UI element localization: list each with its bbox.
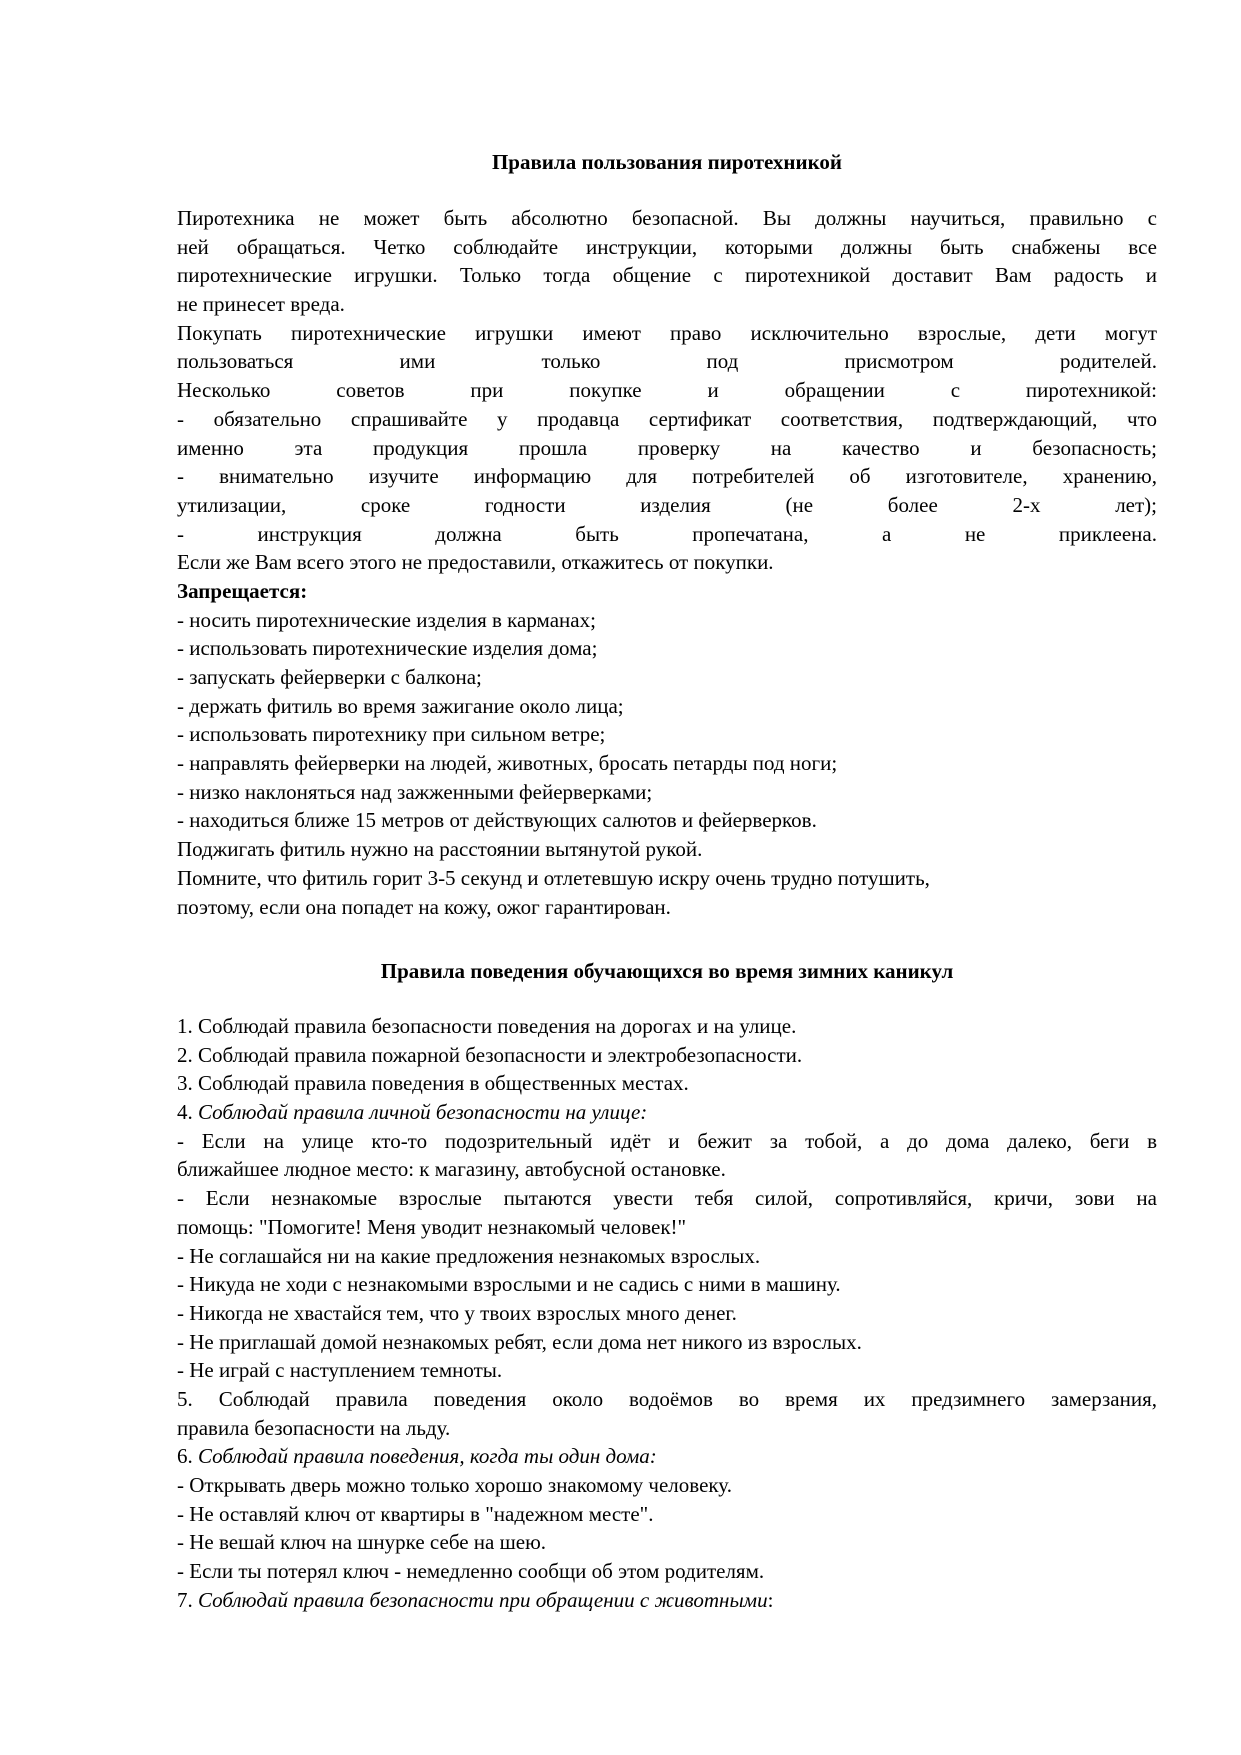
text-line: [177, 1586, 1157, 1615]
text-line: [177, 1069, 1157, 1098]
line-text: - Не оставляй ключ от квартиры в "надежном месте".: [177, 1501, 654, 1526]
text-line: [177, 1328, 1157, 1357]
text-line: [177, 1041, 1157, 1070]
text-line: [177, 204, 1157, 233]
line-text: пиротехнические игрушки. Только тогда общение с пиротехникой доставит Вам радость и: [177, 263, 1157, 288]
line-text: 5. Соблюдай правила поведения около водоёмов во время их предзимнего замерзания,: [177, 1386, 1157, 1411]
text-line: [177, 1356, 1157, 1385]
item-number: 4.: [177, 1100, 198, 1125]
text-line: [177, 606, 1157, 635]
text-line: [177, 462, 1157, 491]
line-text: - Не соглашайся ни на какие предложения незнакомых взрослых.: [177, 1243, 761, 1268]
italic-text: Соблюдай правила поведения, когда ты один дома:: [198, 1444, 657, 1469]
text-line: [177, 835, 1157, 864]
text-line: [177, 577, 1157, 606]
line-suffix: :: [767, 1587, 774, 1612]
winter-holiday-rules-text: [177, 1012, 1157, 1614]
line-text: ближайшее людное место: к магазину, автобусной остановке.: [177, 1157, 726, 1182]
text-line: [177, 434, 1157, 463]
line-text: Несколько советов при покупке и обращении с пиротехникой:: [177, 378, 1157, 403]
italic-text: Соблюдай правила безопасности при обращении с животными: [198, 1587, 768, 1612]
bold-heading: Запрещается:: [177, 578, 308, 603]
text-line: [177, 1098, 1157, 1127]
line-text: - инструкция должна быть пропечатана, а не приклеена.: [177, 521, 1157, 546]
line-text: Если же Вам всего этого не предоставили, откажитесь от покупки.: [177, 550, 774, 575]
line-text: - Никогда не хвастайся тем, что у твоих взрослых много денег.: [177, 1300, 737, 1325]
item-number: 6.: [177, 1444, 198, 1469]
line-text: - Открывать дверь можно только хорошо знакомому человеку.: [177, 1473, 732, 1497]
text-line: [177, 1012, 1157, 1041]
line-text: помощь: "Помогите! Меня уводит незнакомый человек!": [177, 1214, 687, 1239]
text-line: [177, 1242, 1157, 1271]
text-line: [177, 405, 1157, 434]
line-text: Покупать пиротехнические игрушки имеют право исключительно взрослые, дети могут: [177, 320, 1157, 345]
section-title-pyrotechnics: Правила пользования пиротехникой: [491, 150, 843, 174]
line-text: Помните, что фитиль горит 3-5 секунд и отлетевшую искру очень трудно потушить,: [177, 865, 930, 890]
text-line: [177, 1385, 1157, 1414]
line-text: 3. Соблюдай правила поведения в общественных местах.: [177, 1071, 689, 1096]
text-line: [177, 1442, 1157, 1471]
text-line: [177, 1500, 1157, 1529]
line-text: именно эта продукция прошла проверку на качество и безопасность;: [177, 435, 1157, 460]
text-line: [177, 376, 1157, 405]
line-text: - носить пиротехнические изделия в карманах;: [177, 607, 596, 632]
text-line: [177, 1299, 1157, 1328]
italic-text: Соблюдай правила личной безопасности на улице:: [198, 1100, 648, 1125]
text-line: [177, 749, 1157, 778]
section-title-winter-holidays: Правила поведения обучающихся во время зимних каникул: [380, 959, 954, 983]
text-line: [177, 720, 1157, 749]
line-text: - Никуда не ходи с незнакомыми взрослыми и не садись с ними в машину.: [177, 1272, 841, 1297]
line-text: - Если на улице кто-то подозрительный идёт и бежит за тобой, а до дома далеко, беги в: [177, 1128, 1157, 1153]
text-line: [177, 347, 1157, 376]
line-text: - низко наклоняться над зажженными фейерверками;: [177, 779, 653, 804]
line-text: - находиться ближе 15 метров от действующих салютов и фейерверков.: [177, 808, 817, 833]
line-text: - внимательно изучите информацию для потребителей об изготовителе, хранению,: [177, 464, 1157, 489]
line-text: - Не приглашай домой незнакомых ребят, если дома нет никого из взрослых.: [177, 1329, 862, 1354]
line-text: - Если незнакомые взрослые пытаются увести тебя силой, сопротивляйся, кричи, зови на: [177, 1186, 1157, 1211]
pyrotechnics-rules-text: [177, 204, 1157, 921]
line-text: Поджигать фитиль нужно на расстоянии вытянутой рукой.: [177, 837, 703, 862]
line-text: не принесет вреда.: [177, 292, 345, 317]
item-number: 7.: [177, 1587, 198, 1612]
text-line: [177, 1155, 1157, 1184]
line-text: правила безопасности на льду.: [177, 1415, 451, 1440]
text-line: [177, 1557, 1157, 1586]
text-line: [177, 290, 1157, 319]
text-line: [177, 778, 1157, 807]
text-line: [177, 1414, 1157, 1443]
text-line: [177, 1213, 1157, 1242]
text-line: [177, 548, 1157, 577]
line-text: - запускать фейерверки с балкона;: [177, 665, 482, 689]
line-text: Пиротехника не может быть абсолютно безопасной. Вы должны научиться, правильно с: [177, 206, 1157, 230]
text-line: [177, 491, 1157, 520]
line-text: ней обращаться. Четко соблюдайте инструкции, которыми должны быть снабжены все: [177, 234, 1157, 259]
text-line: [177, 319, 1157, 348]
text-line: [177, 663, 1157, 692]
text-line: [177, 806, 1157, 835]
line-text: - держать фитиль во время зажигание около лица;: [177, 693, 624, 718]
line-text: - Не играй с наступлением темноты.: [177, 1358, 503, 1383]
text-line: [177, 692, 1157, 721]
line-text: пользоваться ими только под присмотром родителей.: [177, 349, 1157, 374]
text-line: [177, 1127, 1157, 1156]
text-line: [177, 261, 1157, 290]
text-line: [177, 1471, 1157, 1500]
line-text: - обязательно спрашивайте у продавца сертификат соответствия, подтверждающий, что: [177, 406, 1157, 431]
text-line: [177, 1184, 1157, 1213]
text-line: [177, 893, 1157, 922]
line-text: - использовать пиротехнические изделия дома;: [177, 636, 598, 661]
line-text: - использовать пиротехнику при сильном ветре;: [177, 722, 606, 747]
text-line: [177, 233, 1157, 262]
text-line: [177, 1528, 1157, 1557]
line-text: 2. Соблюдай правила пожарной безопасности и электробезопасности.: [177, 1042, 803, 1067]
text-line: [177, 634, 1157, 663]
line-text: - Не вешай ключ на шнурке себе на шею.: [177, 1530, 547, 1555]
line-text: 1. Соблюдай правила безопасности поведения на дорогах и на улице.: [177, 1014, 797, 1038]
text-line: [177, 520, 1157, 549]
line-text: - направлять фейерверки на людей, животных, бросать петарды под ноги;: [177, 751, 838, 776]
line-text: поэтому, если она попадет на кожу, ожог гарантирован.: [177, 894, 671, 919]
line-text: - Если ты потерял ключ - немедленно сообщи об этом родителям.: [177, 1559, 765, 1584]
text-line: [177, 864, 1157, 893]
text-line: [177, 1270, 1157, 1299]
line-text: утилизации, сроке годности изделия (не более 2-х лет);: [177, 492, 1157, 517]
